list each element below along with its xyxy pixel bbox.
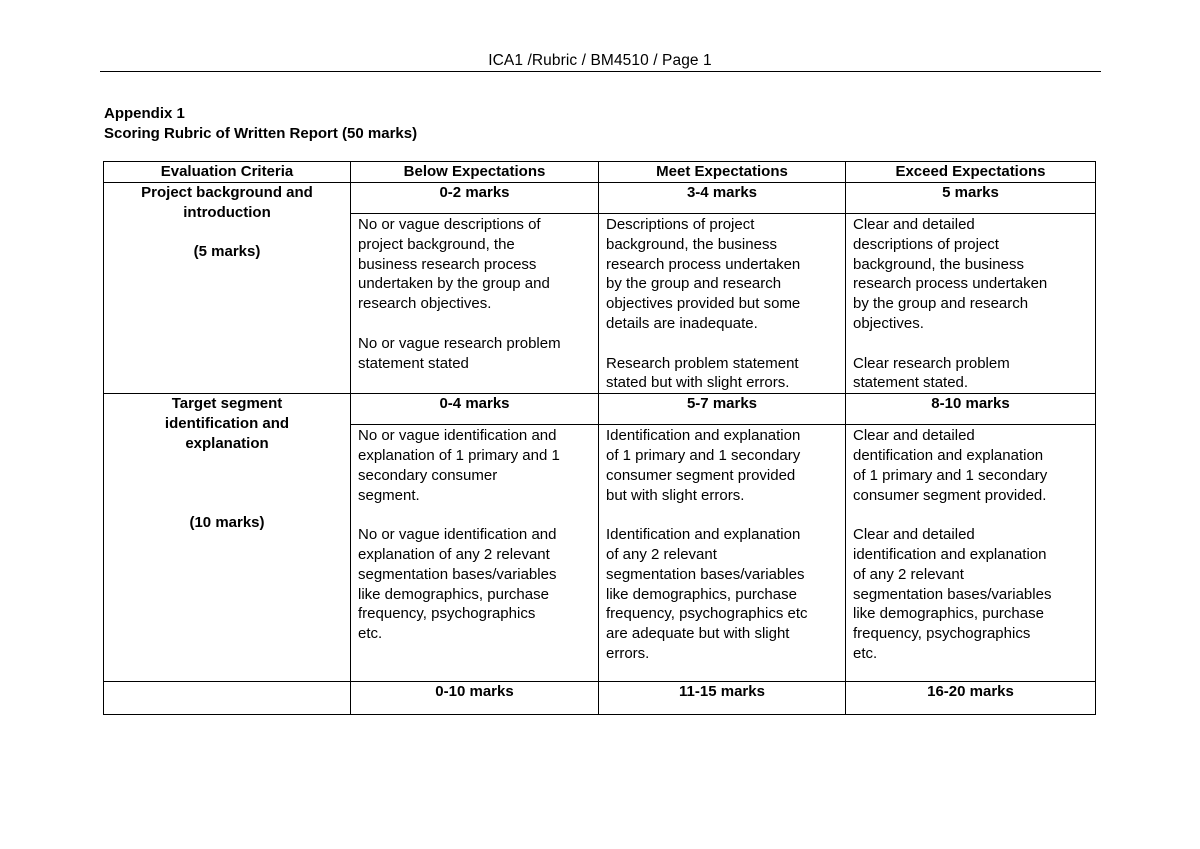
appendix-title: Appendix 1	[104, 105, 185, 122]
marks-below: 0-10 marks	[351, 682, 599, 715]
below-description	[351, 425, 599, 682]
marks-meet: 3-4 marks	[599, 183, 846, 214]
criteria-cell-empty	[104, 682, 351, 715]
exceed-para-2: Clear research problem statement stated.	[853, 354, 1010, 392]
below-description	[351, 214, 599, 394]
header-exceed-expectations: Exceed Expectations	[846, 162, 1096, 183]
criteria-group-blank	[104, 682, 1096, 715]
criteria-marks: (5 marks)	[193, 243, 261, 261]
rubric-title: Scoring Rubric of Written Report (50 marks)	[104, 125, 418, 142]
criteria-group-project-background	[104, 183, 1096, 394]
header-evaluation-criteria: Evaluation Criteria	[104, 162, 351, 183]
exceed-para-1: Clear and detailed dentification and explanation of 1 primary and 1 secondary consumer segment provided.	[853, 427, 1048, 504]
below-para-2: No or vague research problem statement stated	[358, 334, 561, 372]
below-para-1: No or vague descriptions of project background, the business research process undertaken by the group and research objectives.	[358, 216, 550, 313]
appendix-heading	[104, 104, 417, 144]
marks-exceed: 5 marks	[846, 183, 1096, 214]
marks-below: 0-2 marks	[351, 183, 599, 214]
meet-para-2: Identification and explanation of any 2 relevant segmentation bases/variables like demographics, purchase frequency, psychographics etc are adequate but with slight errors.	[606, 526, 808, 662]
criteria-cell	[104, 394, 351, 682]
meet-para-1: Descriptions of project background, the business research process undertaken by the group and research objectives provided but some details are inadequate.	[606, 216, 801, 332]
marks-row	[104, 682, 1096, 715]
exceed-description	[846, 214, 1096, 394]
below-para-2: No or vague identification and explanation of any 2 relevant segmentation bases/variables like demographics, purchase frequency, psychographics etc.	[358, 526, 557, 643]
table-header-row	[104, 162, 1096, 183]
header-below-expectations: Below Expectations	[351, 162, 599, 183]
criteria-group-target-segment	[104, 394, 1096, 682]
marks-meet: 11-15 marks	[599, 682, 846, 715]
criteria-marks: (10 marks)	[189, 513, 265, 531]
meet-para-2: Research problem statement stated but with slight errors.	[606, 354, 799, 392]
rubric-table	[103, 161, 1096, 715]
marks-row	[104, 183, 1096, 214]
marks-exceed: 8-10 marks	[846, 394, 1096, 425]
exceed-para-2: Clear and detailed identification and explanation of any 2 relevant segmentation bases/variables like demographics, purchase frequency, psychographics etc.	[853, 526, 1052, 662]
header-meet-expectations: Meet Expectations	[599, 162, 846, 183]
marks-below: 0-4 marks	[351, 394, 599, 425]
marks-exceed: 16-20 marks	[846, 682, 1096, 715]
marks-meet: 5-7 marks	[599, 394, 846, 425]
below-para-1: No or vague identification and explanation of 1 primary and 1 secondary consumer segment.	[358, 427, 560, 504]
criteria-name: Target segment identification and explanation	[164, 395, 290, 452]
exceed-para-1: Clear and detailed descriptions of project background, the business research process undertaken by the group and research objectives.	[853, 216, 1048, 332]
exceed-description	[846, 425, 1096, 682]
meet-para-1: Identification and explanation of 1 primary and 1 secondary consumer segment provided but with slight errors.	[606, 427, 801, 504]
marks-row	[104, 394, 1096, 425]
meet-description	[599, 425, 846, 682]
meet-description	[599, 214, 846, 394]
criteria-name: Project background and introduction	[141, 184, 313, 221]
header-rule	[100, 71, 1101, 72]
page-header: ICA1 /Rubric / BM4510 / Page 1	[488, 52, 712, 69]
criteria-cell	[104, 183, 351, 394]
